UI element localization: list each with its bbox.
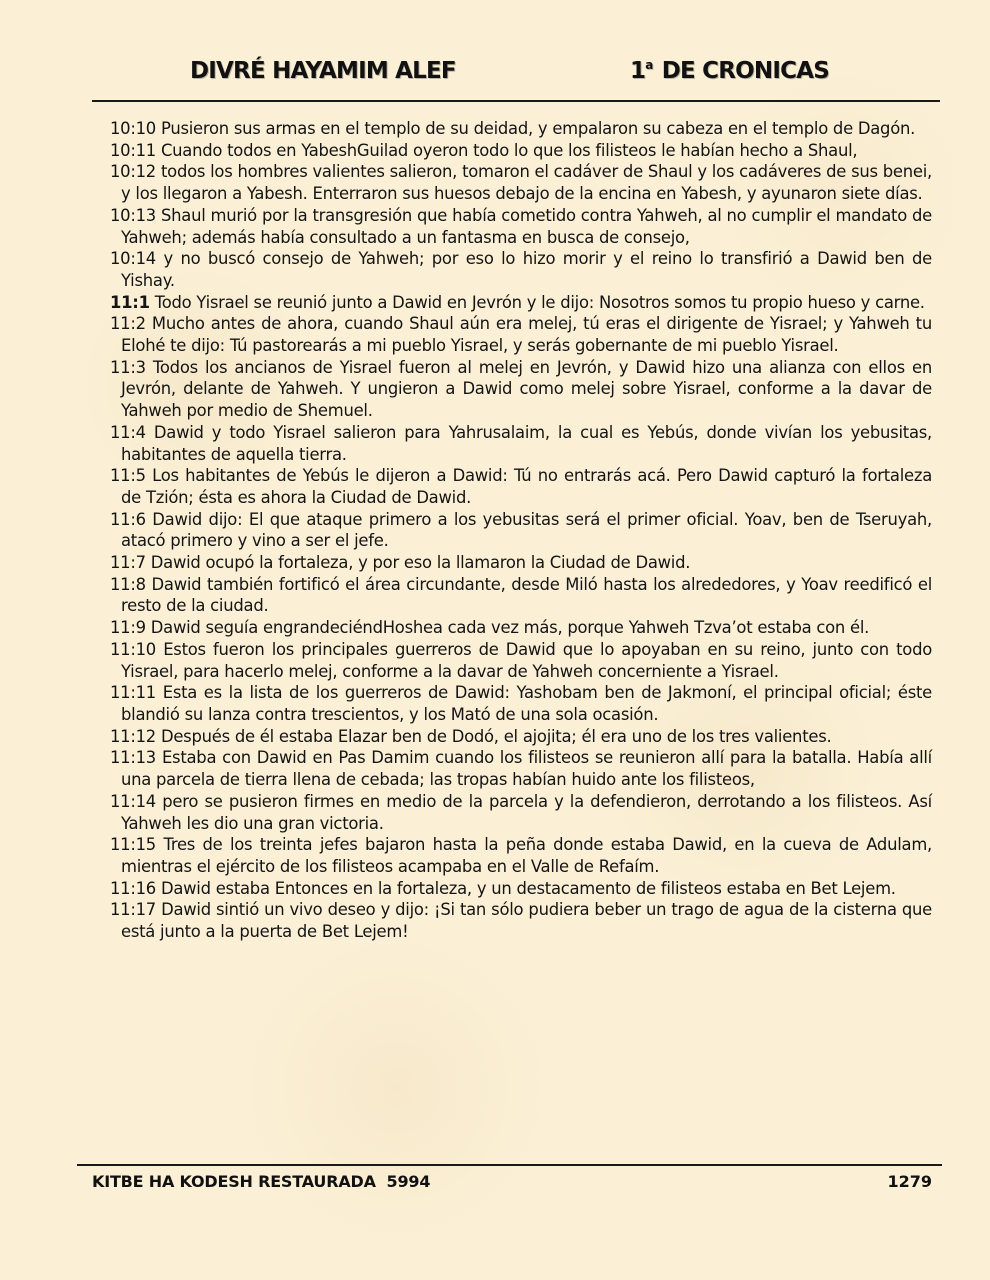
- verse-text: Todos los ancianos de Yisrael fueron al melej en Jevrón, y Dawid hizo una alianza con ellos en Jevrón, delante de Yahweh. Y ungieron a Dawid como melej sobre Yisrael, conforme a la davar de Yahweh por medio de Shemuel.: [121, 357, 932, 421]
- verse: [110, 465, 932, 508]
- verse: [110, 682, 932, 725]
- footer-divider: [77, 1164, 942, 1166]
- verse-text: Todo Yisrael se reunió junto a Dawid en Jevrón y le dijo: Nosotros somos tu propio hueso y carne.: [154, 292, 925, 312]
- verse-ref: 11:16: [110, 878, 156, 898]
- verse-text: Dawid ocupó la fortaleza, y por eso la llamaron la Ciudad de Dawid.: [150, 553, 691, 573]
- verse-text: Dawid seguía engrandeciéndHoshea cada vez más, porque Yahweh Tzva’ot estaba con él.: [150, 618, 870, 638]
- verse: [110, 205, 932, 248]
- verse-ref: 11:4: [110, 422, 146, 442]
- verse: [110, 161, 932, 204]
- verse-list: [110, 118, 932, 943]
- verse-text: Después de él estaba Elazar ben de Dodó, el ajojita; él era uno de los tres valientes.: [160, 726, 832, 746]
- verse-ref: 10:10: [110, 119, 156, 138]
- book-title-spanish: [630, 58, 829, 84]
- verse-ref: 10:13: [110, 205, 156, 225]
- verse: [110, 292, 932, 314]
- verse-ref: 10:12: [110, 162, 156, 182]
- verse-ref: 11:3: [110, 357, 146, 377]
- verse-text: Estaba con Dawid en Pas Damim cuando los filisteos se reunieron allí para la batalla. Había allí una parcela de tierra llena de cebada; las tropas habían huido ante los filisteos,: [121, 748, 932, 790]
- verse-ref: 11:17: [110, 900, 156, 920]
- verse-text: Los habitantes de Yebús le dijeron a Dawid: Tú no entrarás acá. Pero Dawid capturó la fortaleza de Tzión; ésta es ahora la Ciudad de Dawid.: [121, 466, 932, 507]
- verse-ref: 10:11: [110, 140, 156, 160]
- verse-ref: 11:9: [110, 618, 146, 638]
- verse-text: Estos fueron los principales guerreros de Dawid que lo apoyaban en su reino, junto con todo Yisrael, para hacerlo melej, conforme a la davar de Yahweh concerniente a Yisrael.: [121, 639, 933, 681]
- verse-text: todos los hombres valientes salieron, tomaron el cadáver de Shaul y los cadáveres de sus benei, y los llegaron a Yabesh. Enterraron sus huesos debajo de la encina en Yabesh, y ayunaron siete días.: [121, 162, 933, 204]
- verse: [110, 574, 932, 617]
- verse-ref: 11:15: [110, 835, 156, 855]
- verse: [110, 899, 932, 942]
- verse-text: Dawid sintió un vivo deseo y dijo: ¡Si tan sólo pudiera beber un trago de agua de la cisterna que está junto a la puerta de Bet Lejem!: [121, 900, 932, 942]
- page-number: 1279: [887, 1172, 932, 1191]
- book-number-superscript: a: [645, 58, 653, 72]
- verse-ref: 11:7: [110, 553, 146, 573]
- verse-ref: 10:14: [110, 249, 156, 269]
- verse-ref: 11:10: [110, 639, 156, 659]
- verse-ref: 11:12: [110, 726, 156, 746]
- verse: [110, 313, 932, 356]
- verse-ref: 11:2: [110, 314, 146, 334]
- verse-text: pero se pusieron firmes en medio de la parcela y la defendieron, derrotando a los filisteos. Así Yahweh les dio una gran victoria.: [121, 791, 932, 833]
- verse: [110, 509, 932, 552]
- verse: [110, 747, 932, 790]
- book-title-hebrew: DIVRÉ HAYAMIM ALEF: [190, 58, 456, 84]
- footer-edition: KITBE HA KODESH RESTAURADA 5994: [92, 1172, 431, 1191]
- verse-text: Dawid también fortificó el área circundante, desde Miló hasta los alrededores, y Yoav reedificó el resto de la ciudad.: [121, 574, 933, 616]
- verse-ref: 11:5: [110, 466, 146, 486]
- verse: [110, 422, 932, 465]
- verse: [110, 639, 932, 682]
- verse: [110, 118, 932, 140]
- verse-ref: 11:8: [110, 574, 146, 594]
- verse-text: Dawid estaba Entonces en la fortaleza, y un destacamento de filisteos estaba en Bet Lejem.: [160, 878, 896, 898]
- verse-text: Dawid y todo Yisrael salieron para Yahrusalaim, la cual es Yebús, donde vivían los yebusitas, habitantes de aquella tierra.: [121, 422, 932, 464]
- verse: [110, 791, 932, 834]
- verse-text: y no buscó consejo de Yahweh; por eso lo hizo morir y el reino lo transfirió a Dawid ben de Yishay.: [121, 249, 932, 290]
- verse-text: Mucho antes de ahora, cuando Shaul aún era melej, tú eras el dirigente de Yisrael; y Yahweh tu Elohé te dijo: Tú pastorearás a mi pueblo Yisrael, y serás gobernante de mi pueblo Yisrael.: [121, 314, 932, 356]
- verse-ref: 11:14: [110, 791, 156, 811]
- verse-text: Esta es la lista de los guerreros de Dawid: Yashobam ben de Jakmoní, el principal oficial; éste blandió su lanza contra trescientos, y los Mató de una sola ocasión.: [121, 683, 932, 724]
- verse: [110, 834, 932, 877]
- verse: [110, 552, 932, 574]
- verse-text: Shaul murió por la transgresión que había cometido contra Yahweh, al no cumplir el mandato de Yahweh; además había consultado a un fantasma en busca de consejo,: [121, 205, 932, 247]
- verse-ref: 11:11: [110, 683, 156, 703]
- verse: [110, 248, 932, 291]
- header-divider: [92, 100, 940, 102]
- verse: [110, 140, 932, 162]
- book-number: 1: [630, 58, 646, 84]
- chapter-start-ref: 11:1: [110, 292, 150, 312]
- verse-ref: 11:6: [110, 509, 146, 529]
- verse: [110, 617, 932, 639]
- verse: [110, 357, 932, 422]
- verse-text: Pusieron sus armas en el templo de su deidad, y empalaron su cabeza en el templo de Dagón.: [160, 119, 916, 138]
- verse-text: Tres de los treinta jefes bajaron hasta la peña donde estaba Dawid, en la cueva de Adulam, mientras el ejército de los filisteos acampaba en el Valle de Refaím.: [121, 835, 933, 876]
- book-title-spanish-text: DE CRONICAS: [661, 58, 829, 84]
- verse-ref: 11:13: [110, 748, 156, 768]
- page-header: [0, 58, 990, 94]
- verse-text: Dawid dijo: El que ataque primero a los yebusitas será el primer oficial. Yoav, ben de Tseruyah, atacó primero y vino a ser el jefe.: [121, 509, 932, 551]
- verse: [110, 726, 932, 748]
- verse: [110, 878, 932, 900]
- verse-text: Cuando todos en YabeshGuilad oyeron todo lo que los filisteos le habían hecho a Shaul,: [160, 140, 858, 160]
